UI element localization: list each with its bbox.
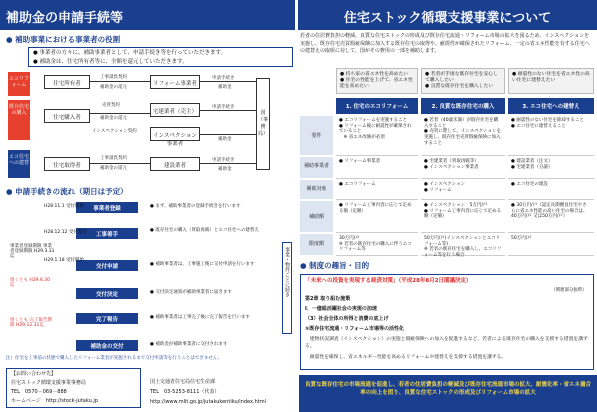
cell-tgt-2: ● インスペクション ● リフォーム — [421, 180, 505, 200]
tag-eco-build: エコ住宅への建替 — [8, 150, 30, 178]
ministry-tel: TEL 03-5253-8111（代表） — [150, 389, 220, 395]
policy-line-6: 耐震性を確保し、省エネルギー性能を高めるリフォームや建替えを支援する措置を講ずる。 — [305, 355, 507, 360]
edge-label: 補助金 — [218, 137, 232, 142]
ministry: 国土交通省住宅局住宅生産課 — [150, 379, 216, 385]
edge-label: 工事請負契約 — [100, 75, 127, 80]
contact-hp[interactable]: ホームページ http://stock-jutaku.jp — [11, 398, 98, 404]
node-owner: 住宅所有者 — [44, 75, 90, 89]
cell-req-3: ● 耐震性のない住宅を除却すること ● エコ住宅に建替えること — [508, 116, 594, 156]
cell-tgt-3: ● エコ住宅の建設 — [508, 180, 594, 200]
node-country: 国（事務局） — [256, 78, 270, 170]
step-grant: 補助金の交付 — [76, 340, 138, 351]
node-builder: 建設業者 — [150, 157, 200, 171]
row-label-target: 補助対象 — [300, 180, 333, 200]
row-label-amount: 補助額 — [300, 201, 333, 233]
col-head-purchase: 2. 良質な既存住宅の購入 — [421, 98, 505, 114]
goal-2: ● 若者が手頃な既存住宅を安心して購入したい ● 良質な既存住宅を購入したい — [421, 68, 505, 94]
node-reform-biz: リフォーム事業者 — [150, 75, 200, 89]
cell-amt-3: ● 30万円/戸（認定長期優良住宅やさらに省エネ性能の高い住宅の場合は、40万円/戸 又は50万円/戸） — [508, 201, 594, 233]
edge-label: 工事請負契約 — [100, 156, 127, 161]
policy-line-1: 第2章 取り組む施策 — [305, 296, 351, 302]
cell-lim-2: 50万円/戸(インスペクションとエコリフォーム等) ※ 若者の既存住宅を購入し、エコリフォーム等を行う場合 — [421, 234, 505, 256]
step-completion: 完了報告 — [76, 313, 138, 324]
node-buyer: 住宅購入者 — [44, 109, 90, 123]
date-2: H28.12.12 受付開始 — [44, 230, 87, 235]
date-4: 事業者登録期限 事業者登録期限 H29.3.31迄 — [10, 244, 55, 260]
intro-text: 若者の住居費負担の軽減、良質な住宅ストックの形成及び既存住宅流通・リフォーム市場の拡大を図るため、インスペクションを実施し、既存住宅売買瑕疵保険に加入する既存住宅の取得や、耐震性が確保されたリフォーム、一定の省エネ性能を有する住宅への建替えの取組に対して、国がその費用の一部を補助します。 — [300, 33, 590, 54]
bullet-1: ● 事業者の方々に、補助事業者として、申請手続き等を行っていただきます。 — [33, 50, 226, 56]
ministry-url[interactable]: http://www.mlit.go.jp/jutakukentiku/index.html — [150, 399, 266, 405]
node-seller: 宅建業者（売主） — [150, 103, 200, 117]
step-text-1: ● まず、補助事業者の登録手続きを行います — [150, 204, 241, 209]
section2-title: ● 申請手続きの流れ（期日は予定） — [6, 187, 128, 196]
step-start: 工事着手 — [76, 228, 138, 239]
edge-label: 売買契約 — [102, 103, 120, 108]
edge-label: 申請手続き — [212, 158, 235, 163]
edge-label: 申請手続き — [212, 105, 235, 110]
policy-line-3: （3）社会全体の所得と消費の底上げ — [305, 316, 389, 322]
cell-op-3: ● 建設業者（注文） ● 宅建業者（分譲） — [508, 157, 594, 179]
arrow — [90, 113, 150, 114]
cell-amt-1: ● リフォーム工事内容に応じて定める額（定額） — [336, 201, 418, 233]
side-label: 事業・物件ごとに続き — [282, 242, 292, 334]
bullet-box — [28, 47, 293, 67]
row-label-limit: 限度額 — [300, 234, 333, 256]
arrow — [200, 110, 256, 111]
arrow — [200, 134, 256, 135]
goal-1: ● 持ち家の省エネ性を高めたい ● 住宅の性能を上げて、省エネ性能を高めたい — [336, 68, 418, 94]
edge-label: 補助金の還元 — [100, 116, 127, 121]
policy-title: 「未来への投資を実現する経済対策」（平成28年8月2日閣議決定） — [305, 278, 472, 284]
cell-op-2: ● 宅建業者（買取再販等） ● インスペクション事業者 — [421, 157, 505, 179]
node-inspection: インスペクション事業者 — [150, 127, 200, 141]
col-head-reform: 1. 住宅のエコリフォーム — [336, 98, 418, 114]
step-decision: 交付決定 — [76, 288, 138, 299]
cell-req-2: ● 若者（40歳未満）が既存住宅を購入すること ● 売買に際して、インスペクションを実施し、既存住宅売買瑕疵保険に加入すること — [421, 116, 505, 156]
section1-title: ● 補助事業における事業者の役割 — [6, 35, 121, 44]
contact-title: 【お問い合わせ先】 — [11, 371, 57, 377]
edge-label: 補助金の還元 — [100, 85, 127, 90]
col-head-build: 3. エコ住宅への建替え — [508, 98, 594, 114]
cell-lim-3: 50万円/戸 — [508, 234, 594, 256]
right-title: 住宅ストック循環支援事業について — [298, 0, 597, 30]
date-5: 遅くとも H29.6.30迄 — [10, 278, 50, 289]
edge-label: 申請手続き — [212, 76, 235, 81]
bullet-2: ● 補助金は、住宅所有者等に、全額を還元していただきます。 — [33, 59, 188, 65]
cell-lim-1: 30万円/戸 ※ 若者の既存住宅の購入に伴うエコリフォーム等 — [336, 234, 418, 256]
step-text-4: ● 交付決定通知が補助事業者に届きます — [150, 290, 232, 295]
goal-3: ● 耐震性のない住宅を省エネ性の高い住宅に建替えたい — [508, 68, 594, 94]
row-label-requirement: 要件 — [300, 116, 333, 156]
edge-label: 補助金 — [218, 85, 232, 90]
contact-org: 住宅ストック循環支援事業事務局 — [11, 380, 86, 386]
node-acquirer: 住宅取得者 — [44, 157, 90, 171]
step-text-6: ● 補助金が補助事業者に交付されます — [150, 342, 228, 347]
contact-box — [6, 368, 141, 408]
arrow — [90, 81, 150, 82]
policy-line-4: ⑤既存住宅流通・リフォーム市場等の活性化 — [305, 326, 404, 332]
edge-label: 補助金 — [218, 167, 232, 172]
policy-line-5: 建物状況調査（インスペクション）の実施と瑕疵保険への加入を促進するなど、若者による既存住宅の購入を支援する措置を講ずる。 — [305, 337, 588, 349]
contact-tel: TEL 0570－069－888 — [11, 389, 67, 395]
tag-kizon-purchase: 既存住宅の購入 — [8, 100, 30, 140]
step-application: 交付申請 — [76, 260, 138, 271]
step-text-5: ● 補助事業者は工事完了後に完了報告を行います — [150, 315, 250, 320]
goal-banner: 良質な既存住宅の市場流通を促進し、若者の住居費負担の軽減及び既存住宅流通市場の拡大、耐震化率・省エネ適合率の向上を図り、良質な住宅ストックの形成及びリフォーム市場の拡大 — [299, 375, 597, 412]
cell-tgt-1: ● エコリフォーム — [336, 180, 418, 200]
footnote: 注）住宅を工事前の状態で購入したリフォーム業者が実施されるまで交付申請等を行うことはできません。 — [6, 356, 223, 361]
date-6: 遅くとも 完了報告期限 H29.12.31迄 — [10, 318, 52, 329]
cell-op-1: ● リフォーム事業者 — [336, 157, 418, 179]
policy-box — [300, 274, 594, 370]
step-registration: 事業者登録 — [76, 202, 138, 213]
section3-title: ● 制度の趣旨・目的 — [300, 261, 370, 270]
step-text-3: ● 補助事業者は、工事施工後に交付申請を行います — [150, 262, 255, 267]
date-3: H29.1.18 受付開始 — [44, 258, 84, 263]
left-title: 補助金の申請手続等 — [0, 0, 295, 30]
row-label-operator: 補助事業者 — [300, 157, 333, 179]
cell-req-1: ● エコリフォームを実施すること ● リフォーム後に耐震性が確保されていること ※ 省エネ改修が必須 — [336, 116, 418, 156]
edge-label: インスペクション契約 — [92, 129, 137, 134]
arrow — [90, 163, 150, 164]
arrow — [200, 163, 256, 164]
tag-eco-reform: エコリフォーム — [8, 72, 30, 96]
arrow — [200, 81, 256, 82]
step-text-2: ● 既存住宅の購入（買取再販）とエコ住宅への建替え — [150, 228, 259, 233]
date-1: H28.11.1 受付開始 — [44, 204, 84, 209]
cell-amt-2: ● インスペクション 5万円/戸 ● リフォーム工事内容に応じて定める額（定額） — [421, 201, 505, 233]
policy-line-2: Ⅰ．一億総活躍社会の実現の加速 — [305, 306, 377, 312]
edge-label: 補助金の還元 — [100, 166, 127, 171]
policy-note: （関連部分抜粋） — [551, 288, 587, 293]
